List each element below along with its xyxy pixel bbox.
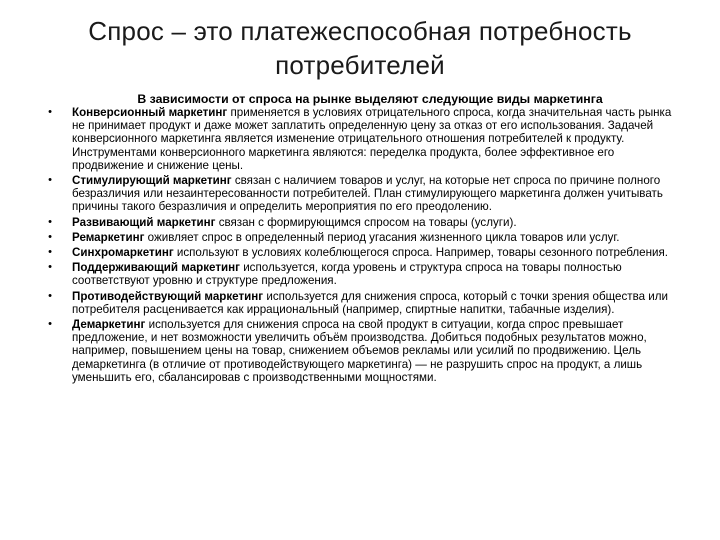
item-term: Поддерживающий маркетинг: [72, 261, 240, 275]
item-text: используется, когда уровень и структура спроса на товары полностью соответствуют уровню и структуре предложения.: [72, 261, 622, 288]
list-item: [44, 216, 676, 229]
item-text: используется для снижения спроса, который с точки зрения общества или потребителя расценивается как иррациональный (например, спиртные напитки, табачные изделия).: [72, 289, 668, 316]
item-text: используют в условиях колеблющегося спроса. Например, товары сезонного потребления.: [173, 246, 669, 260]
bullet-icon: •: [48, 106, 52, 118]
bullet-icon: •: [48, 174, 52, 187]
list-item: [44, 246, 676, 259]
bullet-icon: •: [48, 318, 52, 331]
list-item: [44, 318, 676, 384]
item-term: Развивающий маркетинг: [72, 215, 216, 229]
item-term: Стимулирующий маркетинг: [72, 174, 232, 188]
list-item: [44, 290, 676, 316]
item-text: применяется в условиях отрицательного спроса, когда значительная часть рынка не принимает продукт и даже может заплатить определенную цену за отказ от его использования. Задачей конверсионного маркетинга является изменение отрицательного отношения потребителей к продукту. Инструментами конверсионного маркетинга являются: переделка продукта, более эффективное его продвижение и снижение цены.: [72, 106, 672, 172]
slide-title: Спрос – это платежеспособная потребность потребителей: [88, 16, 632, 80]
bullet-icon: •: [48, 246, 52, 259]
item-text: связан с наличием товаров и услуг, на которые нет спроса по причине полного безразличия или незаинтересованности потребителей. План стимулирующего маркетинга должен учитывать причины такого безразличия и определить мероприятия по его преодолению.: [72, 174, 663, 214]
bullet-icon: •: [48, 215, 52, 228]
item-term: Конверсионный маркетинг: [72, 106, 228, 119]
item-term: Синхромаркетинг: [72, 246, 174, 260]
item-term: Противодействующий маркетинг: [72, 289, 264, 303]
item-text: используется для снижения спроса на свой продукт в ситуации, когда спрос превышает предложение, и нет возможности увеличить объём производства. Добиться подобных результатов можно, например, повышением цены на товар, снижением объемов рекламы или усилий по продвижению. Цель демаркетинга (в отличие от противодействующего маркетинга) — не разрушить спрос на продукт, а лишь уменьшить его, сбалансировав с производственными мощностями.: [72, 318, 647, 384]
item-term: Демаркетинг: [72, 318, 146, 332]
item-text: оживляет спрос в определенный период угасания жизненного цикла товаров или услуг.: [144, 230, 620, 244]
list-item: [44, 106, 676, 172]
item-term: Ремаркетинг: [72, 230, 145, 244]
item-text: связан с формирующимся спросом на товары (услуги).: [215, 215, 517, 229]
bullet-icon: •: [48, 261, 52, 274]
marketing-types-list: [44, 106, 676, 386]
list-item: [44, 231, 676, 244]
list-item: [44, 261, 676, 287]
bullet-icon: •: [48, 230, 52, 243]
list-item: [44, 174, 676, 214]
slide-subtitle: В зависимости от спроса на рынке выделяют следующие виды маркетинга: [137, 92, 603, 106]
bullet-icon: •: [48, 289, 52, 302]
